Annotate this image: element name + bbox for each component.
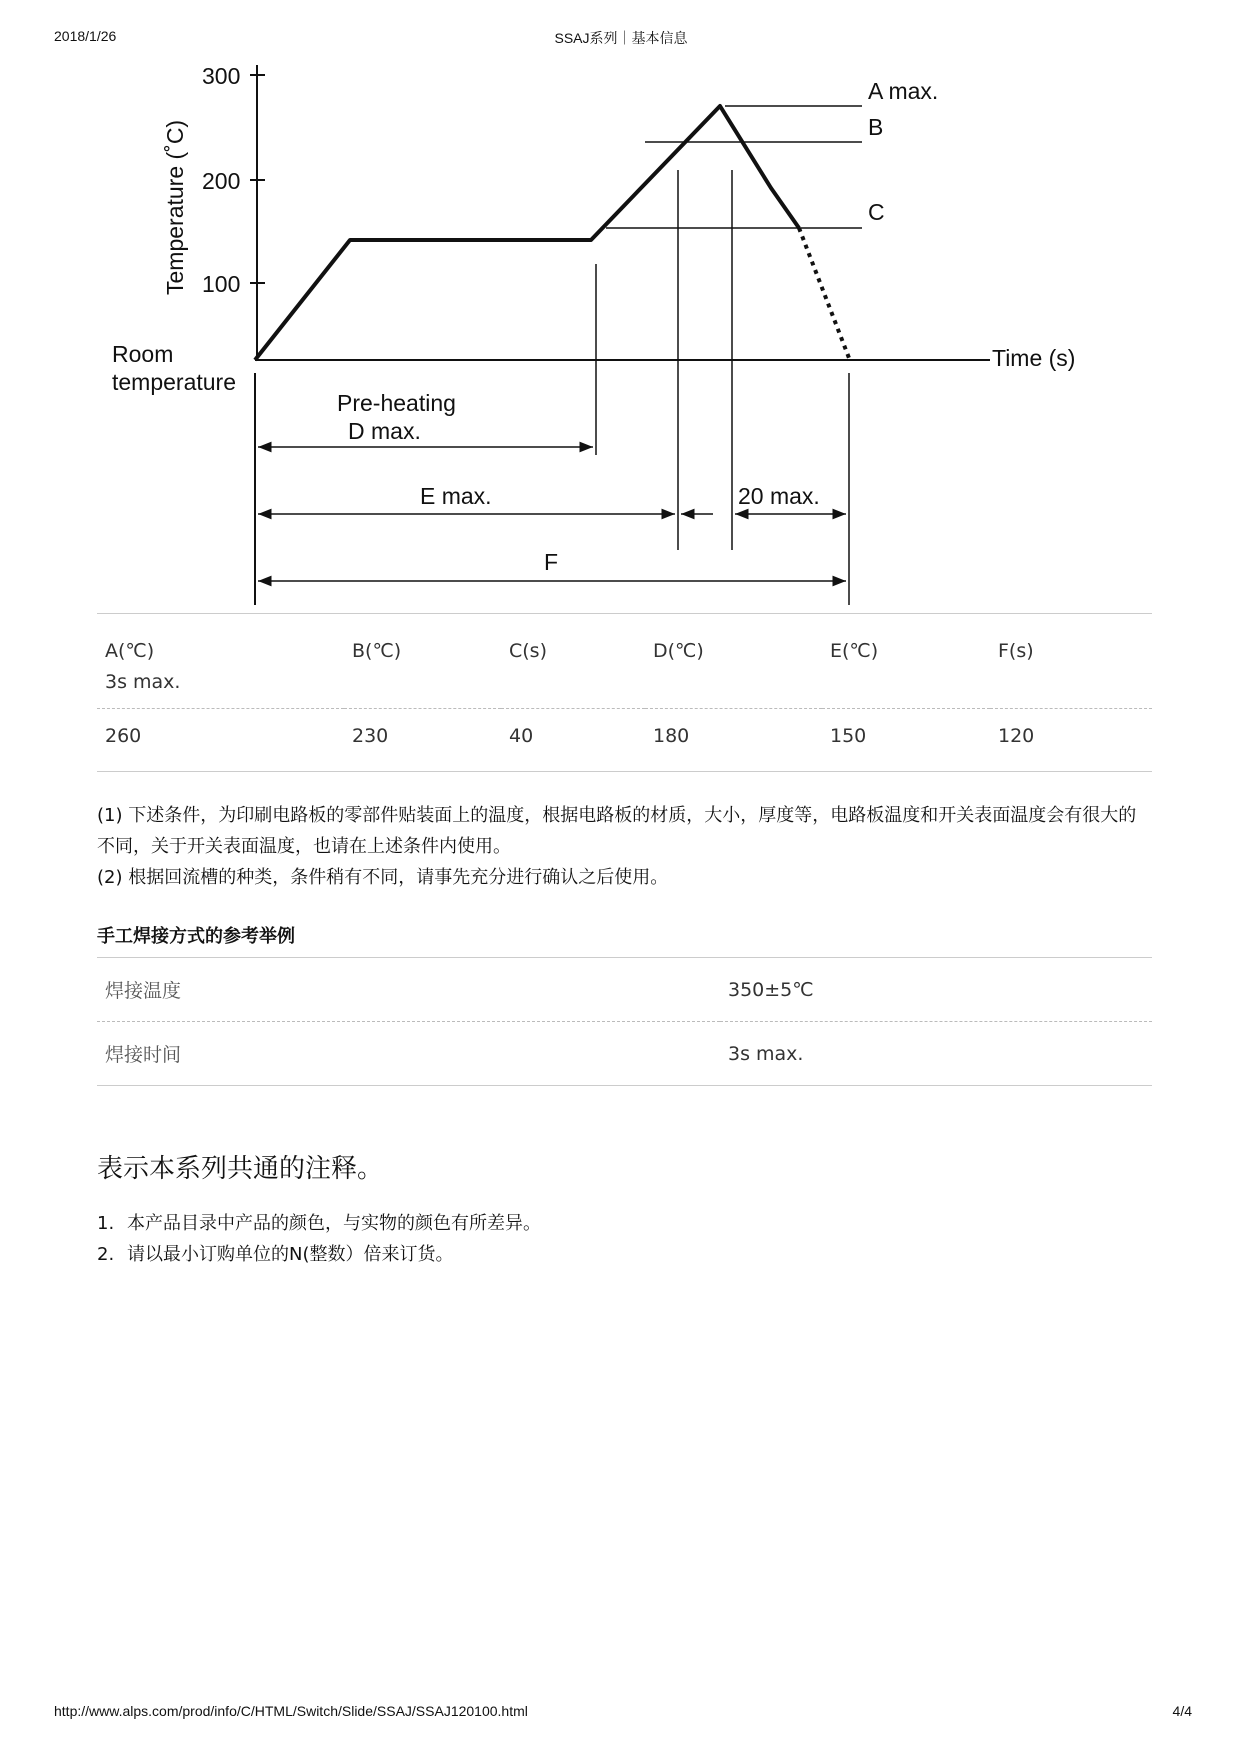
reflow-profile-diagram: [100, 60, 1100, 620]
profile-cooling-dotted: [799, 228, 849, 358]
table-row: [97, 958, 1152, 1022]
preheat-label-2: D max.: [348, 418, 421, 444]
value-e: 150: [830, 725, 867, 747]
e-max-label: E max.: [420, 483, 492, 509]
profile-curve: [255, 106, 799, 360]
room-temp-label-2: temperature: [112, 369, 237, 395]
manual-soldering-table: [97, 957, 1152, 1086]
header-title: SSAJ系列｜基本信息: [554, 30, 688, 46]
table-row: [97, 1022, 1152, 1086]
common-notes-list: [97, 1208, 541, 1270]
list-item-text: 请以最小订购单位的N(整数）倍来订货。: [127, 1244, 454, 1265]
y-axis-label: Temperature (˚C): [162, 119, 188, 295]
header-d: D(℃): [645, 614, 822, 709]
common-notes-title: 表示本系列共通的注释。: [97, 1154, 384, 1184]
header-b: B(℃): [344, 614, 501, 709]
soldering-time-key: 焊接时间: [105, 1044, 182, 1066]
list-item: [97, 1239, 541, 1270]
value-b: 230: [352, 725, 389, 747]
soldering-temp-key: 焊接温度: [97, 958, 720, 1022]
twenty-max-label: 20 max.: [738, 483, 820, 509]
table-header-row: [97, 614, 1152, 709]
list-item-text: 本产品目录中产品的颜色，与实物的颜色有所差异。: [127, 1213, 541, 1234]
value-a: 260: [105, 725, 142, 747]
level-c-label: C: [868, 199, 885, 225]
list-item-number: 1.: [97, 1213, 115, 1234]
header-f: F(s): [990, 614, 1152, 709]
note-1: (1) 下述条件，为印刷电路板的零部件贴装面上的温度，根据电路板的材质，大小，厚度等，电路板温度和开关表面温度会有很大的不同，关于开关表面温度，也请在上述条件内使用。: [97, 805, 1137, 857]
list-item-number: 2.: [97, 1244, 115, 1265]
soldering-temp-value: 350±5℃: [720, 958, 1152, 1022]
room-temp-label-1: Room: [112, 341, 174, 367]
value-c: 40: [509, 725, 534, 747]
table-row: [97, 709, 1152, 772]
y-tick-label-100: 100: [202, 271, 241, 297]
header-a-cell: [97, 614, 344, 709]
header-a: A(℃): [105, 640, 155, 662]
footer-url: http://www.alps.com/prod/info/C/HTML/Switch/Slide/SSAJ/SSAJ120100.html: [54, 1703, 528, 1719]
header-e: E(℃): [822, 614, 990, 709]
footer-page-number: 4/4: [1172, 1703, 1192, 1719]
header-c: C(s): [501, 614, 645, 709]
manual-soldering-title: 手工焊接方式的参考举例: [97, 926, 295, 947]
y-tick-label-300: 300: [202, 63, 241, 89]
soldering-time-value: 3s max.: [728, 1042, 804, 1065]
header-a-sub: 3s max.: [105, 671, 181, 693]
value-d: 180: [653, 725, 690, 747]
reflow-notes: [97, 800, 1152, 893]
note-2: (2) 根据回流槽的种类，条件稍有不同，请事先充分进行确认之后使用。: [97, 867, 669, 888]
y-tick-label-200: 200: [202, 168, 241, 194]
time-axis-label: Time (s): [992, 345, 1076, 371]
preheat-label-1: Pre-heating: [337, 390, 456, 416]
level-b-label: B: [868, 114, 884, 140]
f-label: F: [544, 549, 559, 575]
list-item: [97, 1208, 541, 1239]
header-date: 2018/1/26: [54, 28, 117, 44]
value-f: 120: [998, 725, 1035, 747]
reflow-condition-table: [97, 613, 1152, 772]
level-a-label: A max.: [868, 78, 939, 104]
